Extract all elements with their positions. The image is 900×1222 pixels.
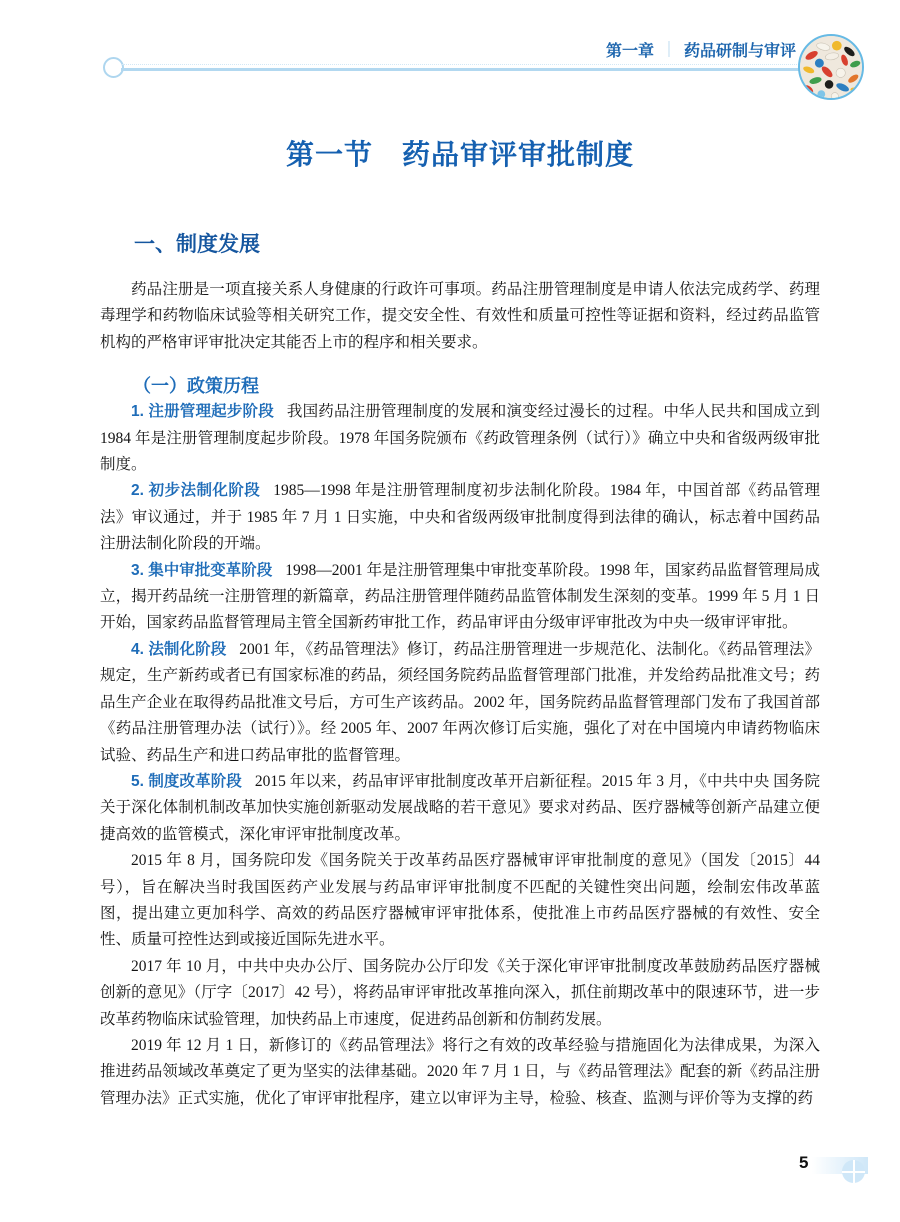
stage-label-4: 4. 法制化阶段 [131, 640, 227, 658]
stage-paragraph-4 [100, 637, 820, 769]
body-paragraph-2017: 2017 年 10 月，中共中央办公厅、国务院办公厅印发《关于深化审评审批制度改革鼓励药品医疗器械创新的意见》（厅字〔2017〕42 号），将药品审评审批改革推向深入，抓住前期改革中的限速环节，进一步改革药物临床试验管理，加快药品上市速度，促进药品创新和仿制药发展。 [100, 957, 820, 1028]
stage-paragraph-1 [100, 399, 820, 478]
stage-text-1: 我国药品注册管理制度的发展和演变经过漫长的过程。中华人民共和国成立到 1984 年是注册管理制度起步阶段。1978 年国务院颁布《药政管理条例（试行）》确立中央和省级两级审批制度。 [100, 403, 820, 474]
stage-text-5: 2015 年以来，药品审评审批制度改革开启新征程。2015 年 3 月，《中共中央 国务院关于深化体制机制改革加快实施创新驱动发展战略的若干意见》要求对药品、医疗器械等创新产品建立便捷高效的监管模式，深化审评审批制度改革。 [100, 772, 820, 843]
body-paragraph-2019: 2019 年 12 月 1 日，新修订的《药品管理法》将行之有效的改革经验与措施固化为法律成果，为深入推进药品领域改革奠定了更为坚实的法律基础。2020 年 7 月 1 日，与《药品管理法》配套的新《药品注册管理办法》正式实施，优化了审评审批程序，建立以审评为主导，检验、核查、监测与评价等为支撑的药 [100, 1036, 820, 1107]
chapter-title: 药品研制与审评 [683, 43, 796, 60]
body-paragraph-2015: 2015 年 8 月，国务院印发《国务院关于改革药品医疗器械审评审批制度的意见》（国发〔2015〕44 号），旨在解决当时我国医药产业发展与药品审评审批制度不匹配的关键性突出问题，绘制宏伟改革蓝图，提出建立更加科学、高效的药品医疗器械审评审批体系，使批准上市药品医疗器械的有效性、安全性、质量可控性达到或接近国际先进水平。 [100, 852, 820, 949]
page-title: 第一节 药品审评审批制度 [285, 139, 634, 170]
stage-label-3: 3. 集中审批变革阶段 [131, 561, 273, 579]
page-number: 5 [799, 1153, 809, 1172]
circle-crosshair-icon [842, 1160, 865, 1183]
heading-policy-course: （一）政策历程 [133, 376, 259, 397]
stage-text-3: 1998—2001 年是注册管理集中审批变革阶段。1998 年，国家药品监督管理局成立，揭开药品统一注册管理的新篇章，药品注册管理伴随药品监管体制发生深刻的变革。1999 年 5 月 1 日开始，国家药品监督管理局主管全国新药审批工作，药品审评由分级审评审批改为中央一级审评审批。 [100, 561, 820, 632]
intro-paragraph: 药品注册是一项直接关系人身健康的行政许可事项。药品注册管理制度是申请人依法完成药学、药理毒理学和药物临床试验等相关研究工作，提交安全性、有效性和质量可控性等证据和资料，经过药品监管机构的严格审评审批决定其能否上市的程序和相关要求。 [100, 281, 820, 351]
stage-paragraph-3 [100, 558, 820, 637]
text-column [100, 0, 820, 1112]
stage-label-5: 5. 制度改革阶段 [131, 772, 242, 790]
heading-system-development: 一、制度发展 [134, 232, 260, 256]
stage-paragraph-2 [100, 478, 820, 557]
chapter-number: 第一章 [605, 43, 654, 60]
stage-paragraph-5 [100, 769, 820, 848]
stage-label-1: 1. 注册管理起步阶段 [131, 403, 274, 421]
header-separator: ｜ [660, 42, 677, 59]
stage-text-4: 2001 年，《药品管理法》修订，药品注册管理进一步规范化、法制化。《药品管理法》规定，生产新药或者已有国家标准的药品，须经国务院药品监督管理部门批准，并发给药品批准文号；药品生产企业在取得药品批准文号后，方可生产该药品。2002 年，国务院药品监督管理部门发布了我国首部《药品注册管理办法（试行）》。经 2005 年、2007 年两次修订后实施，强化了对在中国境内申请药物临床试验、药品生产和进口药品审批的监督管理。 [100, 640, 820, 764]
stage-text-2: 1985—1998 年是注册管理制度初步法制化阶段。1984 年，中国首部《药品管理法》审议通过，并于 1985 年 7 月 1 日实施，中央和省级两级审批制度得到法律的确认，标志着中国药品注册法制化阶段的开端。 [100, 482, 820, 553]
stage-label-2: 2. 初步法制化阶段 [131, 482, 261, 500]
